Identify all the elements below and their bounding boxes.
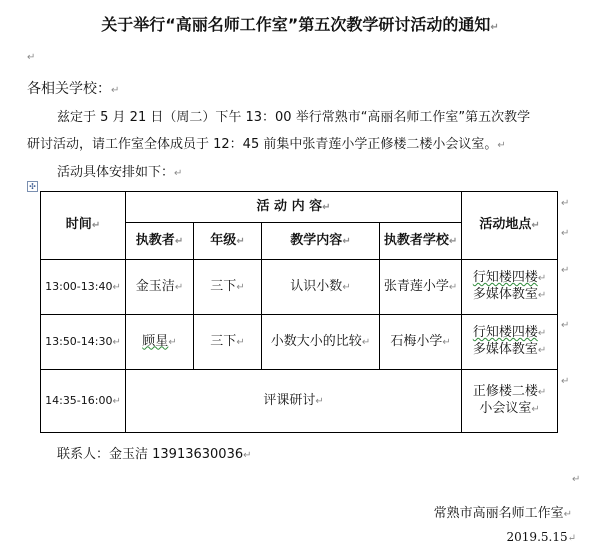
grade-cell: 三下↵ — [194, 315, 262, 370]
body-paragraph-line-1: 兹定于 5 月 21 日（周二）下午 13：00 举行常熟市“高丽名师工作室”第五次教学 — [57, 110, 531, 125]
schedule-intro: 活动具体安排如下：↵ — [57, 165, 183, 180]
teacher-cell: 金玉洁↵ — [126, 260, 194, 315]
paragraph-mark: ↵ — [572, 474, 581, 485]
lesson-cell: 小数大小的比较↵ — [262, 315, 380, 370]
header-lesson: 教学内容↵ — [262, 223, 380, 260]
row-end-mark: ↵ — [561, 320, 570, 331]
header-activity-group: 活 动 内 容↵ — [126, 192, 462, 223]
row-end-mark: ↵ — [561, 376, 570, 387]
time-cell: 13:50-14:30↵ — [41, 315, 126, 370]
time-cell: 14:35-16:00↵ — [41, 370, 126, 433]
table-row — [41, 315, 558, 370]
school-cell: 石梅小学↵ — [380, 315, 462, 370]
row-end-mark: ↵ — [561, 198, 570, 209]
row-end-mark: ↵ — [561, 228, 570, 239]
notice-title: 关于举行“高丽名师工作室”第五次教学研讨活动的通知↵ — [101, 15, 499, 34]
header-teacher: 执教者↵ — [126, 223, 194, 260]
activity-cell: 评课研讨↵ — [126, 370, 462, 433]
header-venue: 活动地点↵ — [462, 192, 558, 260]
teacher-cell: 顾星↵ — [126, 315, 194, 370]
table-header-row — [41, 192, 558, 223]
row-end-mark: ↵ — [561, 265, 570, 276]
table-row — [41, 260, 558, 315]
venue-cell: 行知楼四楼↵ 多媒体教室↵ — [462, 260, 558, 315]
greeting: 各相关学校：↵ — [27, 81, 120, 97]
time-cell: 13:00-13:40↵ — [41, 260, 126, 315]
signature-organization: 常熟市高丽名师工作室↵ — [433, 506, 572, 521]
header-grade: 年级↵ — [194, 223, 262, 260]
table-move-handle-icon[interactable]: ✣ — [27, 181, 38, 192]
contact-line: 联系人：金玉洁 13913630036↵ — [57, 447, 252, 462]
schedule-table — [40, 191, 558, 433]
header-school: 执教者学校↵ — [380, 223, 462, 260]
table-row — [41, 370, 558, 433]
signature-date: 2019.5.15↵ — [506, 530, 576, 544]
grade-cell: 三下↵ — [194, 260, 262, 315]
school-cell: 张青莲小学↵ — [380, 260, 462, 315]
header-time: 时间↵ — [41, 192, 126, 260]
lesson-cell: 认识小数↵ — [262, 260, 380, 315]
venue-cell: 行知楼四楼↵ 多媒体教室↵ — [462, 315, 558, 370]
paragraph-mark: ↵ — [27, 52, 36, 63]
body-paragraph-line-2: 研讨活动，请工作室全体成员于 12：45 前集中张青莲小学正修楼二楼小会议室。↵ — [27, 137, 506, 152]
venue-cell: 正修楼二楼↵ 小会议室↵ — [462, 370, 558, 433]
